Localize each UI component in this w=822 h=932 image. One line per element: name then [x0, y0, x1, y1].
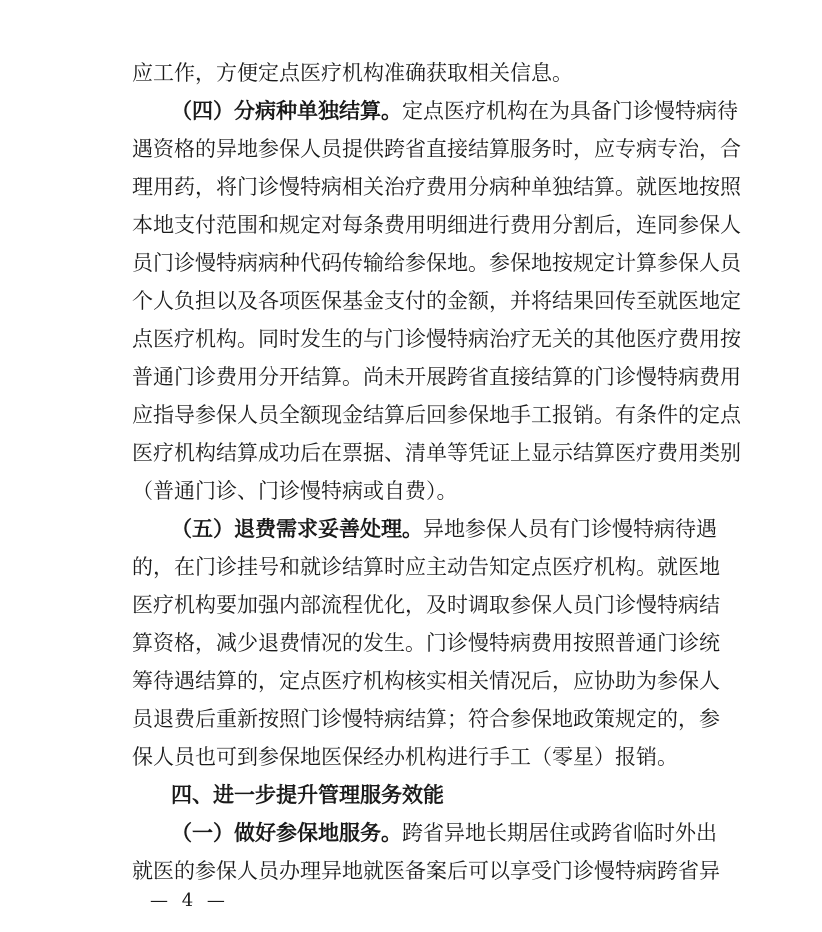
section-label: （五）退费需求妥善处理。 [171, 516, 423, 541]
paragraph-line: 点医疗机构。同时发生的与门诊慢特病治疗无关的其他医疗费用按 [132, 327, 741, 351]
paragraph-line: 遇资格的异地参保人员提供跨省直接结算服务时，应专病专治，合 [132, 137, 741, 161]
paragraph-line: 普通门诊费用分开结算。尚未开展跨省直接结算的门诊慢特病费用 [132, 365, 741, 389]
paragraph-line: 的，在门诊挂号和就诊结算时应主动告知定点医疗机构。就医地 [132, 555, 720, 579]
paragraph-line: 本地支付范围和规定对每条费用明细进行费用分割后，连同参保人 [132, 213, 741, 237]
section-label: （四）分病种单独结算。 [171, 98, 402, 123]
paragraph-line: 员门诊慢特病病种代码传输给参保地。参保地按规定计算参保人员 [132, 251, 741, 275]
paragraph-text: 定点医疗机构在为具备门诊慢特病待 [402, 99, 738, 123]
page-number: — 4 — [150, 890, 229, 911]
section-label: （一）做好参保地服务。 [171, 820, 402, 845]
paragraph-line: 理用药，将门诊慢特病相关治疗费用分病种单独结算。就医地按照 [132, 175, 741, 199]
section-heading: 四、进一步提升管理服务效能 [171, 783, 444, 807]
paragraph-line: 就医的参保人员办理异地就医备案后可以享受门诊慢特病跨省异 [132, 859, 720, 883]
paragraph-line: 个人负担以及各项医保基金支付的金额，并将结果回传至就医地定 [132, 289, 741, 313]
paragraph-line: 医疗机构要加强内部流程优化，及时调取参保人员门诊慢特病结 [132, 593, 720, 617]
paragraph-line [171, 96, 738, 126]
paragraph-line: 医疗机构结算成功后在票据、清单等凭证上显示结算医疗费用类别 [132, 441, 741, 465]
paragraph-line: （普通门诊、门诊慢特病或自费）。 [132, 479, 458, 503]
paragraph-line [171, 514, 717, 544]
paragraph-line: 筹待遇结算的，定点医疗机构核实相关情况后，应协助为参保人 [132, 669, 720, 693]
paragraph-text: 跨省异地长期居住或跨省临时外出 [402, 821, 717, 845]
paragraph-line: 应指导参保人员全额现金结算后回参保地手工报销。有条件的定点 [132, 403, 741, 427]
paragraph-line: 应工作，方便定点医疗机构准确获取相关信息。 [132, 61, 573, 85]
paragraph-line [171, 818, 717, 848]
paragraph-line: 算资格，减少退费情况的发生。门诊慢特病费用按照普通门诊统 [132, 631, 720, 655]
paragraph-line: 员退费后重新按照门诊慢特病结算；符合参保地政策规定的，参 [132, 707, 720, 731]
paragraph-line: 保人员也可到参保地医保经办机构进行手工（零星）报销。 [132, 745, 678, 769]
paragraph-text: 异地参保人员有门诊慢特病待遇 [423, 517, 717, 541]
